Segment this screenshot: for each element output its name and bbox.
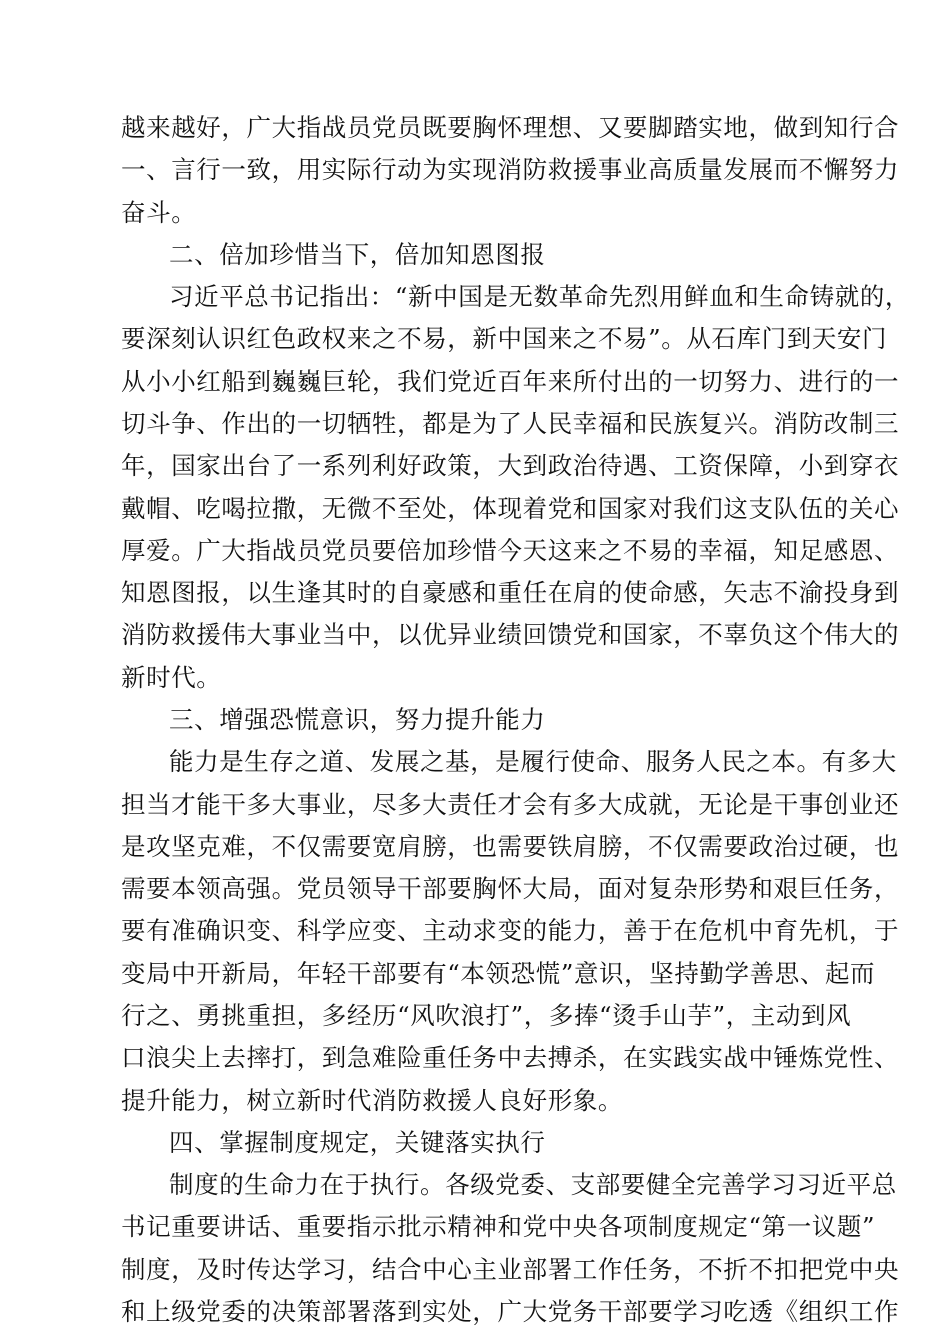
paragraph-line: 和上级党委的决策部署落到实处，广大党务干部要学习吃透《组织工作 [121, 1297, 900, 1326]
section-heading: 三、增强恐慌意识，努力提升能力 [169, 705, 546, 734]
section-heading: 二、倍加珍惜当下，倍加知恩图报 [169, 240, 546, 269]
paragraph-line: 变局中开新局，年轻干部要有“本领恐慌”意识，坚持勤学善思、起而 [121, 959, 876, 988]
paragraph-line: 厚爱。广大指战员党员要倍加珍惜今天这来之不易的幸福，知足感恩、 [121, 536, 900, 565]
paragraph-line: 一、言行一致，用实际行动为实现消防救援事业高质量发展而不懈努力 [121, 155, 900, 184]
paragraph-line: 新时代。 [121, 663, 222, 692]
paragraph-line: 越来越好，广大指战员党员既要胸怀理想、又要脚踏实地，做到知行合 [121, 113, 900, 142]
paragraph-line: 要深刻认识红色政权来之不易，新中国来之不易”。从石库门到天安门 [121, 324, 888, 353]
paragraph-line: 制度的生命力在于执行。各级党委、支部要健全完善学习习近平总 [169, 1170, 897, 1199]
paragraph-line: 提升能力，树立新时代消防救援人良好形象。 [121, 1086, 623, 1115]
paragraph-line: 从小小红船到巍巍巨轮，我们党近百年来所付出的一切努力、进行的一 [121, 367, 900, 396]
paragraph-line: 担当才能干多大事业，尽多大责任才会有多大成就，无论是干事创业还 [121, 790, 900, 819]
paragraph-line: 口浪尖上去摔打，到急难险重任务中去搏杀，在实践实战中锤炼党性、 [121, 1043, 900, 1072]
paragraph-line: 知恩图报，以生逢其时的自豪感和重任在肩的使命感，矢志不渝投身到 [121, 578, 900, 607]
paragraph-line: 切斗争、作出的一切牺牲，都是为了人民幸福和民族复兴。消防改制三 [121, 409, 900, 438]
paragraph-line: 习近平总书记指出：“新中国是无数革命先烈用鲜血和生命铸就的， [169, 282, 911, 311]
paragraph-line: 制度，及时传达学习，结合中心主业部署工作任务，不折不扣把党中央 [121, 1255, 900, 1284]
section-heading: 四、掌握制度规定，关键落实执行 [169, 1128, 546, 1157]
paragraph-line: 是攻坚克难，不仅需要宽肩膀，也需要铁肩膀，不仅需要政治过硬，也 [121, 832, 900, 861]
paragraph-line: 奋斗。 [121, 198, 197, 227]
paragraph-line: 书记重要讲话、重要指示批示精神和党中央各项制度规定“第一议题” [121, 1212, 876, 1241]
paragraph-line: 消防救援伟大事业当中，以优异业绩回馈党和国家，不辜负这个伟大的 [121, 620, 900, 649]
paragraph-line: 年，国家出台了一系列利好政策，大到政治待遇、工资保障，小到穿衣 [121, 451, 900, 480]
paragraph-line: 要有准确识变、科学应变、主动求变的能力，善于在危机中育先机，于 [121, 916, 900, 945]
paragraph-line: 行之、勇挑重担，多经历“风吹浪打”，多捧“烫手山芋”，主动到风 [121, 1001, 852, 1030]
paragraph-line: 能力是生存之道、发展之基，是履行使命、服务人民之本。有多大 [169, 747, 897, 776]
paragraph-line: 需要本领高强。党员领导干部要胸怀大局，面对复杂形势和艰巨任务， [121, 874, 900, 903]
paragraph-line: 戴帽、吃喝拉撒，无微不至处，体现着党和国家对我们这支队伍的关心 [121, 494, 900, 523]
